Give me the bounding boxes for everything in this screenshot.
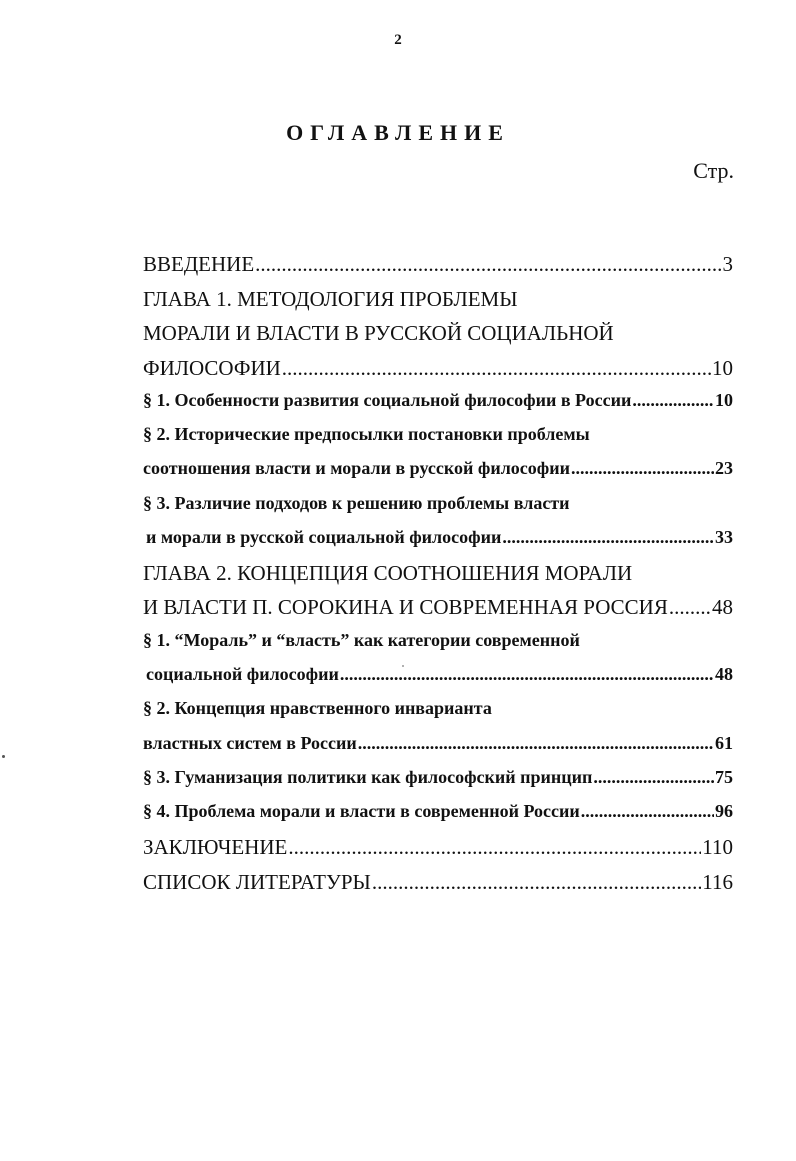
dot-leader bbox=[282, 356, 711, 381]
toc-entry-title: И ВЛАСТИ П. СОРОКИНА И СОВРЕМЕННАЯ РОССИЯ bbox=[143, 595, 668, 620]
toc-entry-page: 10 bbox=[712, 355, 733, 380]
toc-entry-page: 116 bbox=[702, 869, 733, 894]
dot-leader bbox=[255, 252, 721, 277]
toc-entry-title: § 1. Особенности развития социальной философии в России bbox=[143, 390, 632, 410]
dot-leader bbox=[372, 870, 701, 895]
dot-leader bbox=[358, 733, 714, 754]
toc-entry-title: ФИЛОСОФИИ bbox=[143, 355, 281, 380]
toc-entry-title: и морали в русской социальной философии bbox=[146, 526, 502, 547]
toc-entry-title: СПИСОК ЛИТЕРАТУРЫ bbox=[143, 869, 371, 894]
toc-entry-chapter-2 bbox=[143, 561, 733, 596]
dot-leader bbox=[593, 767, 714, 788]
dot-leader bbox=[571, 458, 714, 479]
toc-entry-chapter-1-cont bbox=[143, 321, 733, 356]
dot-leader bbox=[288, 835, 701, 860]
toc-entry-section-2-2-end bbox=[143, 733, 733, 767]
page-number: 2 bbox=[394, 32, 402, 48]
toc-entry-bibliography bbox=[143, 870, 733, 905]
toc-entry-page: 33 bbox=[715, 526, 733, 547]
page-column-label: Стр. bbox=[693, 158, 734, 183]
toc-entry-introduction bbox=[143, 252, 733, 287]
toc-entry-title: § 3. Различие подходов к решению проблемы власти bbox=[143, 492, 570, 513]
toc-entry-chapter-1 bbox=[143, 287, 733, 322]
toc-entry-title: ГЛАВА 1. МЕТОДОЛОГИЯ ПРОБЛЕМЫ bbox=[143, 286, 518, 311]
toc-entry-title: § 4. Проблема морали и власти в современной России bbox=[143, 800, 580, 821]
toc-entry-page: 48 bbox=[715, 664, 733, 685]
toc-entry-page: 96 bbox=[715, 800, 733, 821]
dot-leader bbox=[669, 595, 711, 620]
toc-entry-section-2-2 bbox=[143, 698, 733, 732]
toc-entry-section-1-2-end bbox=[143, 458, 733, 492]
toc-entry-section-1-1 bbox=[143, 390, 733, 424]
toc-entry-chapter-2-end bbox=[143, 595, 733, 630]
toc-entry-title: МОРАЛИ И ВЛАСТИ В РУССКОЙ СОЦИАЛЬНОЙ bbox=[143, 321, 614, 345]
toc-entry-title: § 3. Гуманизация политики как философский принцип bbox=[143, 766, 593, 787]
dot-leader bbox=[340, 664, 714, 685]
toc-entry-title: ВВЕДЕНИЕ bbox=[143, 252, 255, 276]
toc-entry-title: социальной философии bbox=[146, 664, 339, 685]
toc-entry-section-2-1-end bbox=[143, 664, 733, 698]
dot-leader bbox=[502, 527, 714, 548]
dot-leader bbox=[632, 390, 714, 411]
dot-leader bbox=[581, 801, 714, 822]
page-title: ОГЛАВЛЕНИЕ bbox=[286, 120, 510, 145]
toc-entry-title: властных систем в России bbox=[143, 732, 357, 753]
toc-entry-page: 75 bbox=[715, 766, 733, 787]
toc-entry-section-1-3-end bbox=[143, 527, 733, 561]
toc-entry-section-1-3 bbox=[143, 493, 733, 527]
toc-entry-title: соотношения власти и морали в русской философии bbox=[143, 458, 570, 479]
toc-entry-section-2-1 bbox=[143, 630, 733, 664]
toc-entry-title: ГЛАВА 2. КОНЦЕПЦИЯ СООТНОШЕНИЯ МОРАЛИ bbox=[143, 560, 633, 585]
scan-speck bbox=[402, 665, 404, 667]
toc-entry-section-1-2 bbox=[143, 424, 733, 458]
toc-entry-page: 3 bbox=[722, 252, 733, 276]
toc-entry-chapter-1-end bbox=[143, 356, 733, 391]
toc-entry-conclusion bbox=[143, 835, 733, 870]
table-of-contents bbox=[143, 252, 733, 904]
toc-entry-page: 10 bbox=[715, 390, 733, 410]
toc-entry-page: 61 bbox=[715, 732, 733, 753]
toc-entry-title: § 2. Исторические предпосылки постановки проблемы bbox=[143, 424, 590, 445]
scan-speck bbox=[2, 755, 5, 758]
toc-entry-title: § 1. “Мораль” и “власть” как категории современной bbox=[143, 629, 580, 650]
toc-entry-title: ЗАКЛЮЧЕНИЕ bbox=[143, 835, 288, 860]
toc-entry-section-2-4 bbox=[143, 801, 733, 835]
toc-entry-page: 48 bbox=[712, 595, 733, 620]
toc-entry-page: 110 bbox=[702, 835, 733, 860]
toc-entry-title: § 2. Концепция нравственного инварианта bbox=[143, 698, 492, 719]
toc-entry-section-2-3 bbox=[143, 767, 733, 801]
toc-entry-page: 23 bbox=[715, 458, 733, 479]
